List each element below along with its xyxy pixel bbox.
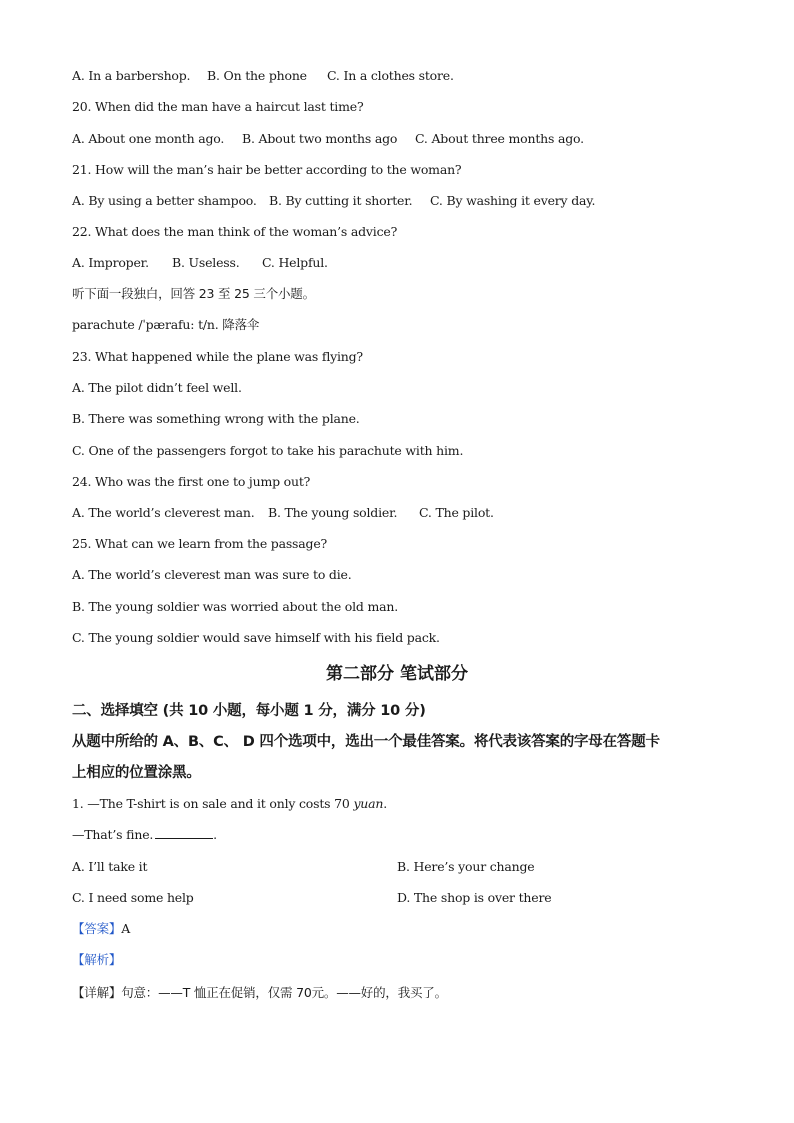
section-title: 二、选择填空 (共 10 小题，每小题 1 分，满分 10 分) <box>72 703 426 719</box>
q1-reply-end: . <box>213 827 217 842</box>
vocab-note: parachute /ˈpærafu: t/n. 降落伞 <box>72 317 260 332</box>
q23-option-c: C. One of the passengers forgot to take his parachute with him. <box>72 443 464 458</box>
q24-option-a: A. The world’s cleverest man. <box>72 505 255 520</box>
answer-label: 【答案】 <box>72 921 122 936</box>
q1-stem-suffix: . <box>383 796 388 811</box>
q1-answer-blank <box>155 826 213 839</box>
instruction-line-1: 从题中所给的 A、B、C、 D 四个选项中，选出一个最佳答案。将代表该答案的字母在答题卡 <box>72 734 660 750</box>
q19-option-c: C. In a clothes store. <box>327 68 454 83</box>
q24-stem: 24. Who was the first one to jump out? <box>72 474 311 489</box>
q1-option-c: C. I need some help <box>72 890 194 905</box>
instruction-line-2: 上相应的位置涂黑。 <box>72 765 201 781</box>
q19-option-b: B. On the phone <box>207 68 307 83</box>
answer-row <box>72 920 130 938</box>
q20-option-c: C. About three months ago. <box>415 131 584 146</box>
q1-option-a: A. I’ll take it <box>72 859 148 874</box>
analysis-row <box>72 951 121 969</box>
q1-reply-text: —That’s fine. <box>72 827 154 842</box>
q20-option-a: A. About one month ago. <box>72 131 225 146</box>
q22-option-c: C. Helpful. <box>262 255 328 270</box>
q23-option-a: A. The pilot didn’t feel well. <box>72 380 242 395</box>
q25-option-c: C. The young soldier would save himself with his field pack. <box>72 630 440 645</box>
q1-stem-prefix: 1. —The T-shirt is on sale and it only costs 70 <box>72 796 354 811</box>
detail-text: 句意：——T 恤正在促销，仅需 70元。——好的，我买了。 <box>121 985 447 1000</box>
q21-option-a: A. By using a better shampoo. <box>72 193 257 208</box>
detail-row <box>72 984 447 1002</box>
q1-stem-currency: yuan <box>353 796 384 811</box>
q22-stem: 22. What does the man think of the woman’s advice? <box>72 224 398 239</box>
q24-option-c: C. The pilot. <box>419 505 494 520</box>
q25-stem: 25. What can we learn from the passage? <box>72 536 328 551</box>
q22-option-b: B. Useless. <box>172 255 240 270</box>
q20-option-b: B. About two months ago <box>242 131 398 146</box>
q23-stem: 23. What happened while the plane was flying? <box>72 349 363 364</box>
part-title: 第二部分 笔试部分 <box>326 664 468 684</box>
q24-option-b: B. The young soldier. <box>268 505 398 520</box>
q25-option-b: B. The young soldier was worried about the old man. <box>72 599 399 614</box>
q1-option-b: B. Here’s your change <box>397 859 535 874</box>
q25-option-a: A. The world’s cleverest man was sure to die. <box>72 567 352 582</box>
q21-stem: 21. How will the man’s hair be better according to the woman? <box>72 162 462 177</box>
q20-stem: 20. When did the man have a haircut last time? <box>72 99 364 114</box>
q21-option-c: C. By washing it every day. <box>430 193 596 208</box>
detail-label: 【详解】 <box>72 985 122 1000</box>
monologue-intro: 听下面一段独白，回答 23 至 25 三个小题。 <box>72 286 315 301</box>
q1-stem <box>72 795 387 813</box>
q19-option-a: A. In a barbershop. <box>72 68 191 83</box>
q1-reply <box>72 826 217 844</box>
analysis-label: 【解析】 <box>72 952 122 967</box>
q22-option-a: A. Improper. <box>72 255 149 270</box>
q23-option-b: B. There was something wrong with the plane. <box>72 411 360 426</box>
q21-option-b: B. By cutting it shorter. <box>269 193 413 208</box>
answer-value: A <box>121 921 131 936</box>
q1-option-d: D. The shop is over there <box>397 890 552 905</box>
